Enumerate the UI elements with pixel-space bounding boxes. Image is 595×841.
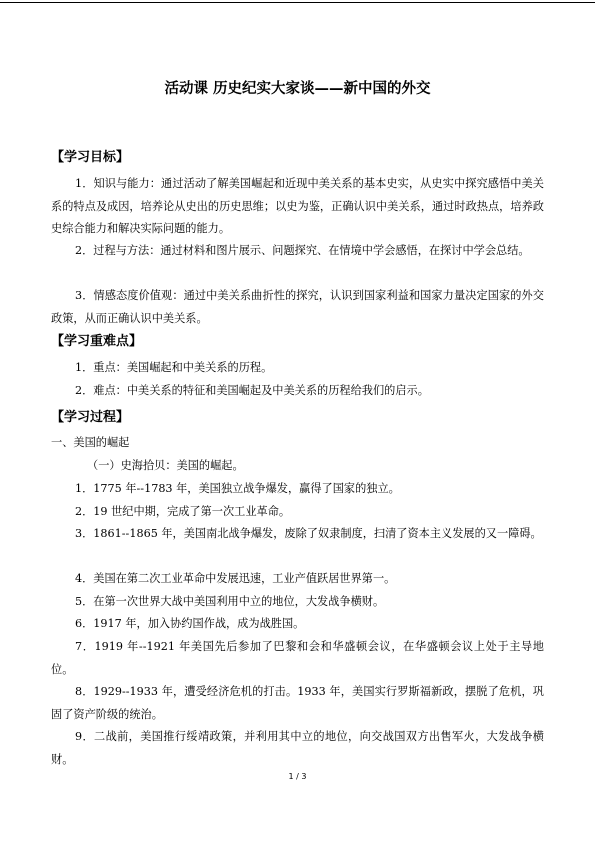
process-subsubheading: （一）史海拾贝：美国的崛起。 [87,459,244,472]
key-point-item-1: 1．重点：美国崛起和中美关系的历程。 [75,361,273,374]
page-number: 1 / 3 [288,772,307,781]
goal-item-1: 1．知识与能力：通过活动了解美国崛起和近现中美关系的基本史实，从史实中探究感悟中美关系的特点及成因，培养论从史出的历史思维；以史为鉴，正确认识中美关系，通过时政热点，培养政史综合能力和解决实际问题的能力。 [51,177,544,235]
top-rule [0,2,595,3]
process-item-3: 3．1861--1865 年，美国南北战争爆发，废除了奴隶制度，扫清了资本主义发展的又一障碍。 [75,527,542,540]
process-item-5: 5．在第一次世界大战中美国利用中立的地位，大发战争横财。 [75,595,385,608]
section-heading-key-points: 【学习重难点】 [51,334,143,349]
document-title: 活动课 历史纪实大家谈——新中国的外交 [164,81,431,97]
goal-item-3: 3．情感态度价值观：通过中美关系曲折性的探究，认识到国家利益和国家力量决定国家的外交政策，从而正确认识中美关系。 [51,289,544,325]
process-subheading: 一、美国的崛起 [51,436,130,449]
process-item-4: 4．美国在第二次工业革命中发展迅速，工业产值跃居世界第一。 [75,572,396,585]
process-item-2: 2．19 世纪中期，完成了第一次工业革命。 [75,505,291,518]
key-point-item-2: 2．难点：中美关系的特征和美国崛起及中美关系的历程给我们的启示。 [75,384,429,397]
process-item-8: 8．1929--1933 年，遭受经济危机的打击。1933 年，美国实行罗斯福新政，摆脱了危机，巩固了资产阶级的统治。 [51,685,544,721]
section-heading-process: 【学习过程】 [51,410,130,425]
process-item-6: 6．1917 年，加入协约国作战，成为战胜国。 [75,617,305,630]
process-item-7: 7．1919 年--1921 年美国先后参加了巴黎和会和华盛顿会议，在华盛顿会议上处于主导地位。 [51,640,544,676]
process-item-1: 1．1775 年--1783 年，美国独立战争爆发，赢得了国家的独立。 [75,482,400,495]
process-item-9: 9．二战前，美国推行绥靖政策，并利用其中立的地位，向交战国双方出售军火，大发战争横财。 [51,730,544,766]
section-heading-goals: 【学习目标】 [51,150,130,165]
goal-item-2: 2．过程与方法：通过材料和图片展示、问题探究、在情境中学会感悟，在探讨中学会总结。 [75,244,530,257]
